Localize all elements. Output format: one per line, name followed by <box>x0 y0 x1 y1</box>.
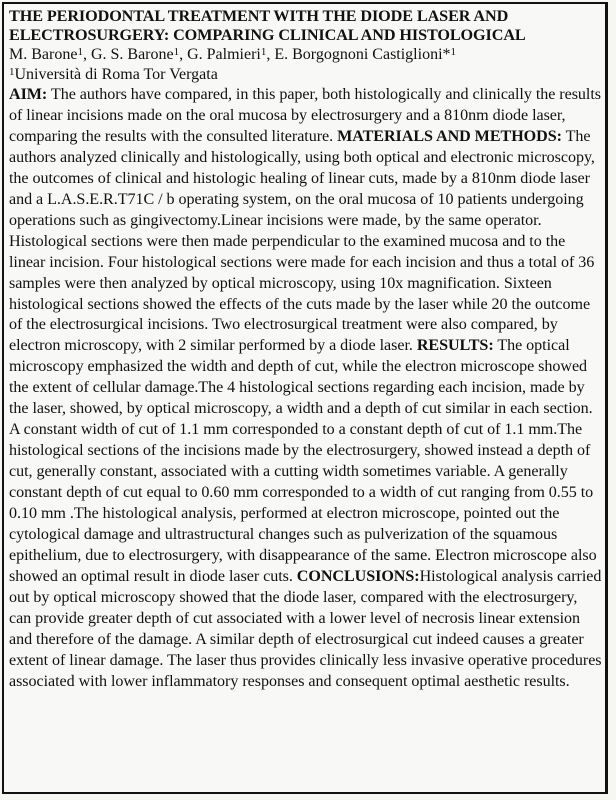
title-line-2: ELECTROSURGERY: COMPARING CLINICAL AND HISTOLOGICAL <box>9 26 526 44</box>
affiliation <box>9 65 605 85</box>
section-heading-aim: AIM: <box>9 86 48 103</box>
author-separator: , <box>179 46 188 63</box>
section-text-results: The optical microscopy emphasized the width and depth of cut, while the electron microscope showed the extent of cellular damage.The 4 histological sections regarding each incision, made by the laser, showed, by optical microscopy, a width and a depth of cut similar in each section. A constant width of cut of 1.1 mm corresponded to a constant depth of cut of 1.1 mm.The histological sections of the incisions made by the electrosurgery, showed instead a depth of cut, generally constant, associated with a cutting width sometimes variable. A generally constant depth of cut equal to 0.60 mm corresponded to a width of cut ranging from 0.55 to 0.10 mm .The histological analysis, performed at electron microscope, pointed out the cytological damage and ultrastructural changes such as pulverization of the squamous epithelium, due to electrosurgery, with disappearance of the same. Electron microscope also showed an optimal result in diode laser cuts. <box>9 337 597 585</box>
author-separator: , <box>266 46 275 63</box>
author-name: G. Palmieri <box>187 46 261 63</box>
abstract-title <box>9 7 605 45</box>
abstract-body <box>9 85 605 693</box>
author-list <box>9 45 605 65</box>
affiliation-mark: 1 <box>9 66 15 78</box>
author-name: M. Barone <box>9 46 78 63</box>
author-affiliation-mark: 1 <box>173 46 180 58</box>
section-heading-results: RESULTS: <box>416 337 494 355</box>
author-affiliation-mark: 1 <box>450 46 457 58</box>
abstract-page <box>2 2 608 794</box>
author-affiliation-mark: 1 <box>77 46 83 58</box>
section-text-aim: The authors have compared, in this paper, both histologically and clinically the results of linear incisions made on the oral mucosa by electrosurgery and a 810nm diode laser, comparing the results with the consulted literature. <box>9 86 601 145</box>
author-separator: , <box>82 46 91 63</box>
affiliation-text: Università di Roma Tor Vergata <box>14 66 218 83</box>
author-name: E. Borgognoni Castiglioni* <box>274 46 451 63</box>
author-name: G. S. Barone <box>90 46 174 63</box>
title-line-1: THE PERIODONTAL TREATMENT WITH THE DIODE LASER AND <box>9 7 509 25</box>
section-text-conclusions: Histological analysis carried out by optical microscopy showed that the diode laser, compared with the electrosurgery, can provide greater depth of cut associated with a lower level of necrosis linear extension and therefore of the damage. A similar depth of electrosurgical cut indeed causes a greater extent of linear damage. The laser thus provides clinically less invasive operative procedures associated with lower inflammatory responses and consequent optimal aesthetic results. <box>9 567 602 690</box>
author-affiliation-mark: 1 <box>260 46 267 58</box>
section-heading-conclusions: CONCLUSIONS: <box>296 567 420 585</box>
section-text-methods: The authors analyzed clinically and histologically, using both optical and electronic microscopy, the outcomes of clinical and histologic healing of linear cuts, made by a 810nm diode laser and a L.A.S.E.R.T71C / b operating system, on the oral mucosa of 10 patients undergoing operations such as gingivectomy.Linear incisions were made, by the same operator. Histological sections were then made perpendicular to the examined mucosa and to the linear incision. Four histological sections were made for each incision and thus a total of 36 samples were then analyzed by optical microscopy, using 10x magnification. Sixteen histological sections showed the effects of the cuts made by the laser while 20 the outcome of the electrosurgical incisions. Two electrosurgical treatment were also compared, by electron microscopy, with 2 similar performed by a diode laser. <box>9 127 595 355</box>
section-heading-methods: MATERIALS AND METHODS: <box>337 127 562 145</box>
